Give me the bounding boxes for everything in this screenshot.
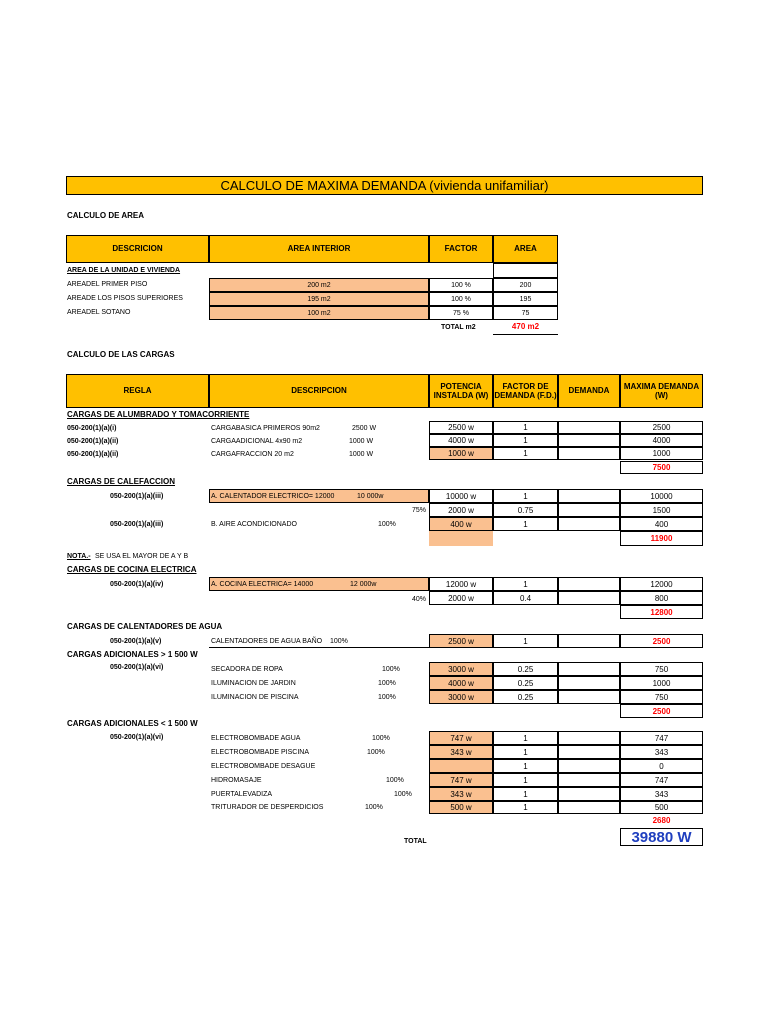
area-total-value: 470 m2: [493, 322, 558, 335]
area-total-label: TOTAL m2: [441, 324, 476, 331]
load-demanda: [558, 577, 620, 591]
load-percent: 100%: [378, 680, 396, 687]
load-desc: ILUMINACION DE PISCINA: [211, 694, 299, 701]
alumbrado-label: CARGAS DE ALUMBRADO Y TOMACORRIENTE: [67, 410, 250, 419]
load-demanda: [558, 759, 620, 773]
load-maxima: 500: [620, 801, 703, 814]
load-demanda: [558, 745, 620, 759]
adicionales-mayor-subtotal: 2500: [620, 704, 703, 718]
load-desc: PUERTALEVADIZA: [211, 791, 273, 798]
adicionales-menor-subtotal: 2680: [652, 816, 671, 825]
load-demanda: [558, 503, 620, 517]
area-row-desc: AREADEL SOTANO: [67, 309, 131, 316]
load-desc: A. COCINA ELECTRICA= 14000: [211, 581, 314, 588]
load-factor: 0.25: [493, 662, 558, 676]
load-desc: ILUMINACION DE JARDIN: [211, 680, 296, 687]
load-factor: 0.75: [493, 503, 558, 517]
calefaccion-peach-filler: [429, 531, 493, 546]
load-factor: 1: [493, 759, 558, 773]
load-potencia: 500 w: [429, 801, 493, 814]
load-factor: 1: [493, 773, 558, 787]
grand-total-label: TOTAL: [404, 838, 427, 845]
load-potencia: 3000 w: [429, 662, 493, 676]
load-factor: 1: [493, 577, 558, 591]
area-row-value: 75: [493, 306, 558, 320]
area-row-value: 200: [493, 278, 558, 292]
load-value: 2500 W: [352, 425, 377, 432]
load-factor: 1: [493, 489, 558, 503]
load-percent: 100%: [378, 694, 396, 701]
calefaccion-subtotal: 11900: [620, 531, 703, 546]
load-potencia: 12000 w: [429, 577, 493, 591]
cargas-header-factor: FACTOR DE DEMANDA (F.D.): [493, 374, 558, 408]
load-demanda: [558, 591, 620, 605]
nota-text: SE USA EL MAYOR DE A Y B: [95, 553, 189, 560]
cargas-header-demanda: DEMANDA: [558, 374, 620, 408]
load-percent: 100%: [330, 638, 348, 645]
load-factor: 1: [493, 634, 558, 648]
area-row-factor: 100 %: [429, 292, 493, 306]
cargas-header-regla: REGLA: [66, 374, 209, 408]
load-maxima: 747: [620, 773, 703, 787]
cocina-subtotal: 12800: [620, 605, 703, 619]
load-demanda: [558, 731, 620, 745]
load-factor: 1: [493, 434, 558, 447]
load-maxima: 750: [620, 690, 703, 704]
load-demanda: [558, 787, 620, 801]
load-maxima: 750: [620, 662, 703, 676]
calefaccion-label: CARGAS DE CALEFACCION: [67, 477, 176, 486]
load-demanda: [558, 517, 620, 531]
load-percent: 100%: [372, 735, 390, 742]
area-row-factor: 100 %: [429, 278, 493, 292]
load-maxima: 400: [620, 517, 703, 531]
load-demanda: [558, 489, 620, 503]
load-factor: 1: [493, 745, 558, 759]
load-maxima: 2500: [620, 634, 703, 648]
calentadores-underline: [209, 647, 429, 648]
load-potencia: 4000 w: [429, 676, 493, 690]
load-desc: ELECTROBOMBADE AGUA: [211, 735, 301, 742]
load-potencia: 4000 w: [429, 434, 493, 447]
load-rule: 050-200(1)(a)(v): [110, 638, 162, 645]
cargas-header-descripcion: DESCRIPCION: [209, 374, 429, 408]
load-demanda: [558, 421, 620, 434]
load-maxima: 343: [620, 787, 703, 801]
load-potencia: 2000 w: [429, 503, 493, 517]
load-percent: 40%: [412, 596, 427, 603]
area-row-interior: 200 m2: [209, 278, 429, 292]
area-row-desc: AREADE LOS PISOS SUPERIORES: [67, 295, 183, 302]
area-row-desc: AREADEL PRIMER PISO: [67, 281, 148, 288]
load-rule: 050-200(1)(a)(vi): [110, 734, 164, 741]
load-potencia: 3000 w: [429, 690, 493, 704]
load-rule: 050-200(1)(a)(vi): [110, 664, 164, 671]
load-rule: 050-200(1)(a)(iv): [110, 581, 164, 588]
load-percent: 100%: [386, 777, 404, 784]
load-maxima: 2500: [620, 421, 703, 434]
load-desc: CALENTADORES DE AGUA BAÑO: [211, 638, 323, 645]
load-demanda: [558, 773, 620, 787]
load-demanda: [558, 801, 620, 814]
load-percent: 75%: [412, 507, 427, 514]
load-factor: 0.25: [493, 690, 558, 704]
load-maxima: 0: [620, 759, 703, 773]
area-header-interior: AREA INTERIOR: [209, 235, 429, 263]
load-rule: 050-200(1)(a)(ii): [67, 451, 119, 458]
load-maxima: 1000: [620, 447, 703, 460]
load-value: 1000 W: [349, 438, 374, 445]
load-rule: 050-200(1)(a)(i): [67, 425, 117, 432]
load-demanda: [558, 676, 620, 690]
grand-total-value: 39880 W: [620, 828, 703, 846]
load-value: 12 000w: [350, 581, 377, 588]
load-desc: HIDROMASAJE: [211, 777, 262, 784]
load-percent: 100%: [365, 804, 383, 811]
cargas-header-potencia: POTENCIA INSTALDA (W): [429, 374, 493, 408]
load-potencia: [429, 759, 493, 773]
load-maxima: 12000: [620, 577, 703, 591]
load-desc: B. AIRE ACONDICIONADO: [211, 521, 297, 528]
load-potencia: 1000 w: [429, 447, 493, 460]
load-demanda: [558, 447, 620, 460]
adicionales-mayor-label: CARGAS ADICIONALES > 1 500 W: [67, 650, 198, 659]
load-value: 10 000w: [357, 493, 384, 500]
cargas-heading: CALCULO DE LAS CARGAS: [67, 350, 175, 359]
load-percent: 100%: [382, 666, 400, 673]
area-row-interior: 100 m2: [209, 306, 429, 320]
load-demanda: [558, 634, 620, 648]
load-value: 1000 W: [349, 451, 374, 458]
load-factor: 1: [493, 787, 558, 801]
nota-label: NOTA.-: [67, 553, 91, 560]
load-potencia: 747 w: [429, 773, 493, 787]
page-title: CALCULO DE MAXIMA DEMANDA (vivienda unifamiliar): [66, 176, 703, 195]
load-desc: A. CALENTADOR ELECTRICO= 12000: [211, 493, 335, 500]
area-row-value: 195: [493, 292, 558, 306]
load-demanda: [558, 434, 620, 447]
load-desc: CARGAADICIONAL 4x90 m2: [211, 438, 303, 445]
load-desc: SECADORA DE ROPA: [211, 666, 283, 673]
area-header-factor: FACTOR: [429, 235, 493, 263]
cargas-header-maxima: MAXIMA DEMANDA (W): [620, 374, 703, 408]
load-potencia: 10000 w: [429, 489, 493, 503]
cocina-label: CARGAS DE COCINA ELECTRICA: [67, 565, 197, 574]
load-demanda: [558, 690, 620, 704]
load-potencia: 747 w: [429, 731, 493, 745]
alumbrado-subtotal: 7500: [620, 461, 703, 474]
load-potencia: 2000 w: [429, 591, 493, 605]
area-heading: CALCULO DE AREA: [67, 211, 145, 220]
load-factor: 1: [493, 447, 558, 460]
adicionales-menor-label: CARGAS ADICIONALES < 1 500 W: [67, 719, 198, 728]
load-percent: 100%: [394, 791, 412, 798]
load-desc: CARGABASICA PRIMEROS 90m2: [211, 425, 320, 432]
load-percent: 100%: [367, 749, 385, 756]
load-maxima: 800: [620, 591, 703, 605]
load-maxima: 747: [620, 731, 703, 745]
load-factor: 1: [493, 801, 558, 814]
area-header-area: AREA: [493, 235, 558, 263]
load-percent: 100%: [378, 521, 396, 528]
load-rule: 050-200(1)(a)(iii): [110, 521, 164, 528]
area-row-factor: 75 %: [429, 306, 493, 320]
load-maxima: 343: [620, 745, 703, 759]
load-potencia: 400 w: [429, 517, 493, 531]
load-maxima: 1500: [620, 503, 703, 517]
area-row-interior: 195 m2: [209, 292, 429, 306]
area-group-label: AREA DE LA UNIDAD E VIVIENDA: [67, 267, 181, 274]
load-factor: 1: [493, 731, 558, 745]
load-factor: 0.25: [493, 676, 558, 690]
calentadores-label: CARGAS DE CALENTADORES DE AGUA: [67, 622, 223, 631]
load-desc: CARGAFRACCION 20 m2: [211, 451, 294, 458]
load-rule: 050-200(1)(a)(ii): [67, 438, 119, 445]
load-maxima: 10000: [620, 489, 703, 503]
load-demanda: [558, 662, 620, 676]
load-rule: 050-200(1)(a)(iii): [110, 493, 164, 500]
load-maxima: 4000: [620, 434, 703, 447]
load-potencia: 343 w: [429, 787, 493, 801]
load-desc: ELECTROBOMBADE PISCINA: [211, 749, 310, 756]
load-potencia: 2500 w: [429, 421, 493, 434]
load-potencia: 2500 w: [429, 634, 493, 648]
area-header-descricion: DESCRICION: [66, 235, 209, 263]
load-desc: TRITURADOR DE DESPERDICIOS: [211, 804, 324, 811]
load-maxima: 1000: [620, 676, 703, 690]
load-factor: 0.4: [493, 591, 558, 605]
load-desc: ELECTROBOMBADE DESAGUE: [211, 763, 316, 770]
load-factor: 1: [493, 421, 558, 434]
load-potencia: 343 w: [429, 745, 493, 759]
area-empty-cell: [493, 263, 558, 278]
load-factor: 1: [493, 517, 558, 531]
